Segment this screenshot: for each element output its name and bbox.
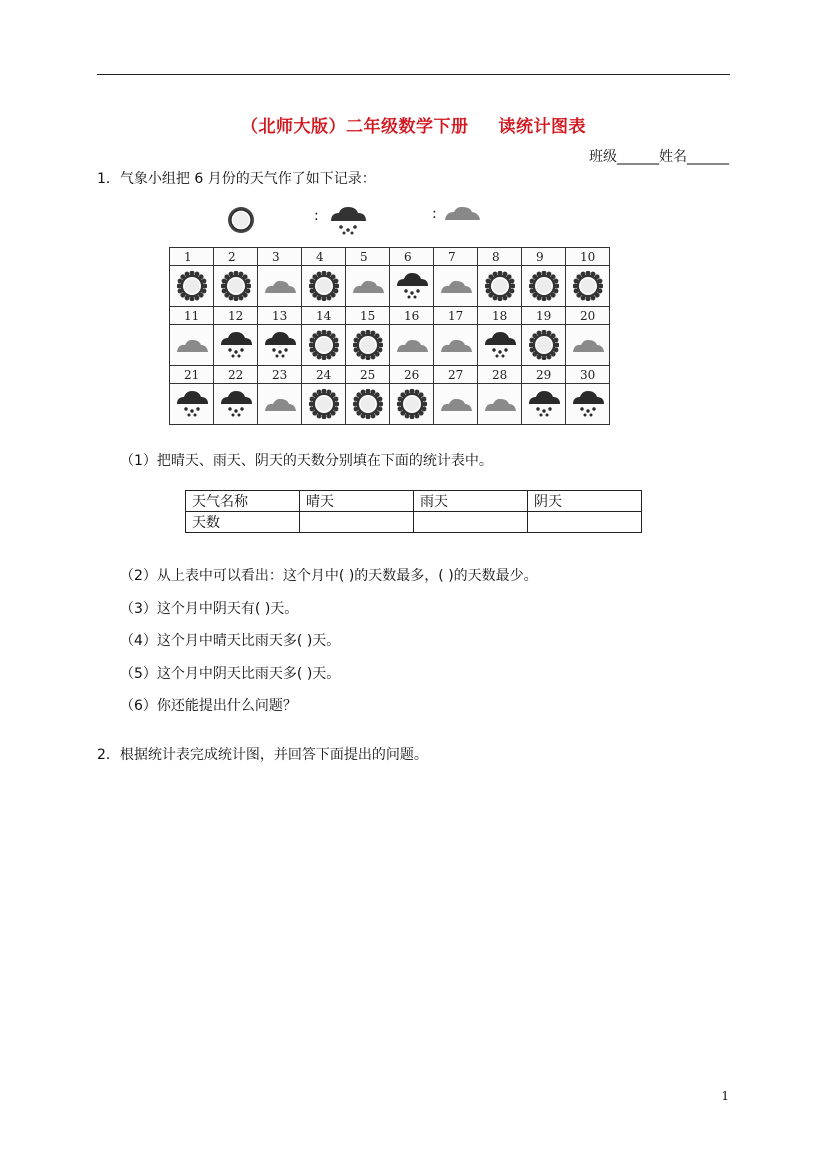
legend-sun-icon bbox=[224, 204, 258, 240]
calendar-date-cell: 29 bbox=[522, 366, 566, 384]
calendar-date-cell: 8 bbox=[478, 248, 522, 266]
calendar-weather-cell bbox=[302, 266, 346, 307]
calendar-date-row bbox=[170, 366, 610, 384]
calendar-date-cell: 21 bbox=[170, 366, 214, 384]
question-1-3: （3）这个月中阴天有( )天。 bbox=[120, 601, 299, 617]
calendar-date-cell: 5 bbox=[346, 248, 390, 266]
rain-icon bbox=[527, 389, 561, 419]
calendar-weather-cell bbox=[434, 266, 478, 307]
calendar-date-cell: 16 bbox=[390, 307, 434, 325]
calendar-weather-cell bbox=[478, 266, 522, 307]
sun-icon bbox=[485, 271, 515, 301]
class-name-line: 班级______姓名______ bbox=[589, 149, 729, 165]
table-header-row bbox=[186, 491, 642, 512]
calendar-date-row bbox=[170, 307, 610, 325]
title-left: （北师大版）二年级数学下册 bbox=[241, 117, 469, 137]
calendar-date-cell: 2 bbox=[214, 248, 258, 266]
calendar-weather-cell bbox=[214, 384, 258, 425]
calendar-weather-cell bbox=[566, 384, 610, 425]
calendar-date-cell: 15 bbox=[346, 307, 390, 325]
calendar-date-cell: 7 bbox=[434, 248, 478, 266]
rainy-count-cell[interactable] bbox=[414, 512, 528, 533]
calendar-weather-cell bbox=[566, 325, 610, 366]
calendar-date-cell: 10 bbox=[566, 248, 610, 266]
calendar-weather-cell bbox=[346, 325, 390, 366]
calendar-weather-row bbox=[170, 384, 610, 425]
calendar-weather-cell bbox=[522, 266, 566, 307]
calendar-date-cell: 11 bbox=[170, 307, 214, 325]
calendar-weather-cell bbox=[566, 266, 610, 307]
question-1-intro: 1．气象小组把 6 月份的天气作了如下记录： bbox=[97, 171, 376, 187]
rain-icon bbox=[328, 204, 368, 236]
sun-icon bbox=[573, 271, 603, 301]
cloud-icon bbox=[483, 394, 517, 414]
question-1-6: （6）你还能提出什么问题？ bbox=[120, 698, 297, 714]
calendar-date-cell: 6 bbox=[390, 248, 434, 266]
calendar-date-cell: 19 bbox=[522, 307, 566, 325]
table-header-cell: 阴天 bbox=[528, 491, 642, 512]
rain-icon bbox=[263, 330, 297, 360]
sun-icon bbox=[221, 271, 251, 301]
calendar-date-cell: 14 bbox=[302, 307, 346, 325]
question-1-4: （4）这个月中晴天比雨天多( )天。 bbox=[120, 633, 341, 649]
calendar-weather-row bbox=[170, 325, 610, 366]
sun-icon bbox=[224, 204, 258, 236]
calendar-date-cell: 30 bbox=[566, 366, 610, 384]
sunny-count-cell[interactable] bbox=[300, 512, 414, 533]
calendar-weather-cell bbox=[258, 325, 302, 366]
sun-icon bbox=[177, 271, 207, 301]
calendar-date-cell: 3 bbox=[258, 248, 302, 266]
page-number: 1 bbox=[721, 1089, 729, 1103]
cloud-icon bbox=[571, 335, 605, 355]
calendar-date-cell: 17 bbox=[434, 307, 478, 325]
calendar-date-cell: 22 bbox=[214, 366, 258, 384]
rain-icon bbox=[175, 389, 209, 419]
rain-icon bbox=[571, 389, 605, 419]
calendar-weather-cell bbox=[434, 325, 478, 366]
title-right: 读统计图表 bbox=[498, 117, 586, 137]
question-1-5: （5）这个月中阴天比雨天多( )天。 bbox=[120, 666, 341, 682]
calendar-weather-cell bbox=[390, 266, 434, 307]
calendar-weather-cell bbox=[170, 325, 214, 366]
sun-icon bbox=[529, 330, 559, 360]
sun-icon bbox=[353, 330, 383, 360]
calendar-date-cell: 1 bbox=[170, 248, 214, 266]
calendar-weather-cell bbox=[302, 384, 346, 425]
sun-icon bbox=[353, 389, 383, 419]
calendar-weather-cell bbox=[522, 325, 566, 366]
question-1-1: （1）把晴天、雨天、阴天的天数分别填在下面的统计表中。 bbox=[120, 453, 493, 469]
cloud-icon bbox=[175, 335, 209, 355]
calendar-weather-row bbox=[170, 266, 610, 307]
cloudy-count-cell[interactable] bbox=[528, 512, 642, 533]
calendar-weather-cell bbox=[478, 325, 522, 366]
sun-icon bbox=[309, 271, 339, 301]
calendar-date-cell: 24 bbox=[302, 366, 346, 384]
cloud-icon bbox=[395, 335, 429, 355]
table-header-cell: 天气名称 bbox=[186, 491, 300, 512]
rain-icon bbox=[483, 330, 517, 360]
calendar-weather-cell bbox=[346, 384, 390, 425]
table-header-cell: 雨天 bbox=[414, 491, 528, 512]
question-2: 2．根据统计表完成统计图，并回答下面提出的问题。 bbox=[97, 747, 428, 763]
rain-icon bbox=[219, 330, 253, 360]
calendar-weather-cell bbox=[214, 266, 258, 307]
calendar-date-cell: 25 bbox=[346, 366, 390, 384]
calendar-date-cell: 26 bbox=[390, 366, 434, 384]
calendar-weather-cell bbox=[478, 384, 522, 425]
rain-icon bbox=[219, 389, 253, 419]
weather-legend bbox=[210, 200, 490, 240]
table-header-cell: 晴天 bbox=[300, 491, 414, 512]
cloud-icon bbox=[263, 394, 297, 414]
calendar-date-cell: 9 bbox=[522, 248, 566, 266]
sun-icon bbox=[529, 271, 559, 301]
calendar-weather-cell bbox=[346, 266, 390, 307]
calendar-weather-cell bbox=[258, 384, 302, 425]
calendar-date-cell: 27 bbox=[434, 366, 478, 384]
weather-calendar bbox=[169, 247, 610, 425]
legend-rain-icon bbox=[328, 204, 368, 240]
calendar-weather-cell bbox=[170, 266, 214, 307]
cloud-icon bbox=[439, 394, 473, 414]
sun-icon bbox=[309, 389, 339, 419]
cloud-icon bbox=[439, 335, 473, 355]
cloud-icon bbox=[442, 202, 482, 224]
question-1-2: （2）从上表中可以看出：这个月中( )的天数最多，( )的天数最少。 bbox=[120, 568, 538, 584]
legend-sep-1: : bbox=[314, 208, 319, 224]
calendar-date-cell: 12 bbox=[214, 307, 258, 325]
calendar-weather-cell bbox=[302, 325, 346, 366]
sun-icon bbox=[309, 330, 339, 360]
legend-cloud-icon bbox=[442, 202, 482, 228]
calendar-weather-cell bbox=[258, 266, 302, 307]
cloud-icon bbox=[263, 276, 297, 296]
calendar-date-cell: 28 bbox=[478, 366, 522, 384]
calendar-date-cell: 18 bbox=[478, 307, 522, 325]
calendar-weather-cell bbox=[390, 325, 434, 366]
cloud-icon bbox=[351, 276, 385, 296]
calendar-weather-cell bbox=[214, 325, 258, 366]
table-row-label: 天数 bbox=[186, 512, 300, 533]
cloud-icon bbox=[439, 276, 473, 296]
page-title bbox=[0, 112, 827, 137]
calendar-weather-cell bbox=[522, 384, 566, 425]
calendar-date-cell: 23 bbox=[258, 366, 302, 384]
header-rule bbox=[97, 74, 730, 75]
weather-stats-table bbox=[185, 490, 642, 533]
calendar-weather-cell bbox=[434, 384, 478, 425]
legend-sep-2: : bbox=[432, 206, 437, 222]
table-row bbox=[186, 512, 642, 533]
calendar-date-cell: 13 bbox=[258, 307, 302, 325]
sun-icon bbox=[397, 389, 427, 419]
calendar-weather-cell bbox=[170, 384, 214, 425]
calendar-weather-cell bbox=[390, 384, 434, 425]
calendar-date-cell: 20 bbox=[566, 307, 610, 325]
calendar-date-row bbox=[170, 248, 610, 266]
rain-icon bbox=[395, 271, 429, 301]
calendar-date-cell: 4 bbox=[302, 248, 346, 266]
